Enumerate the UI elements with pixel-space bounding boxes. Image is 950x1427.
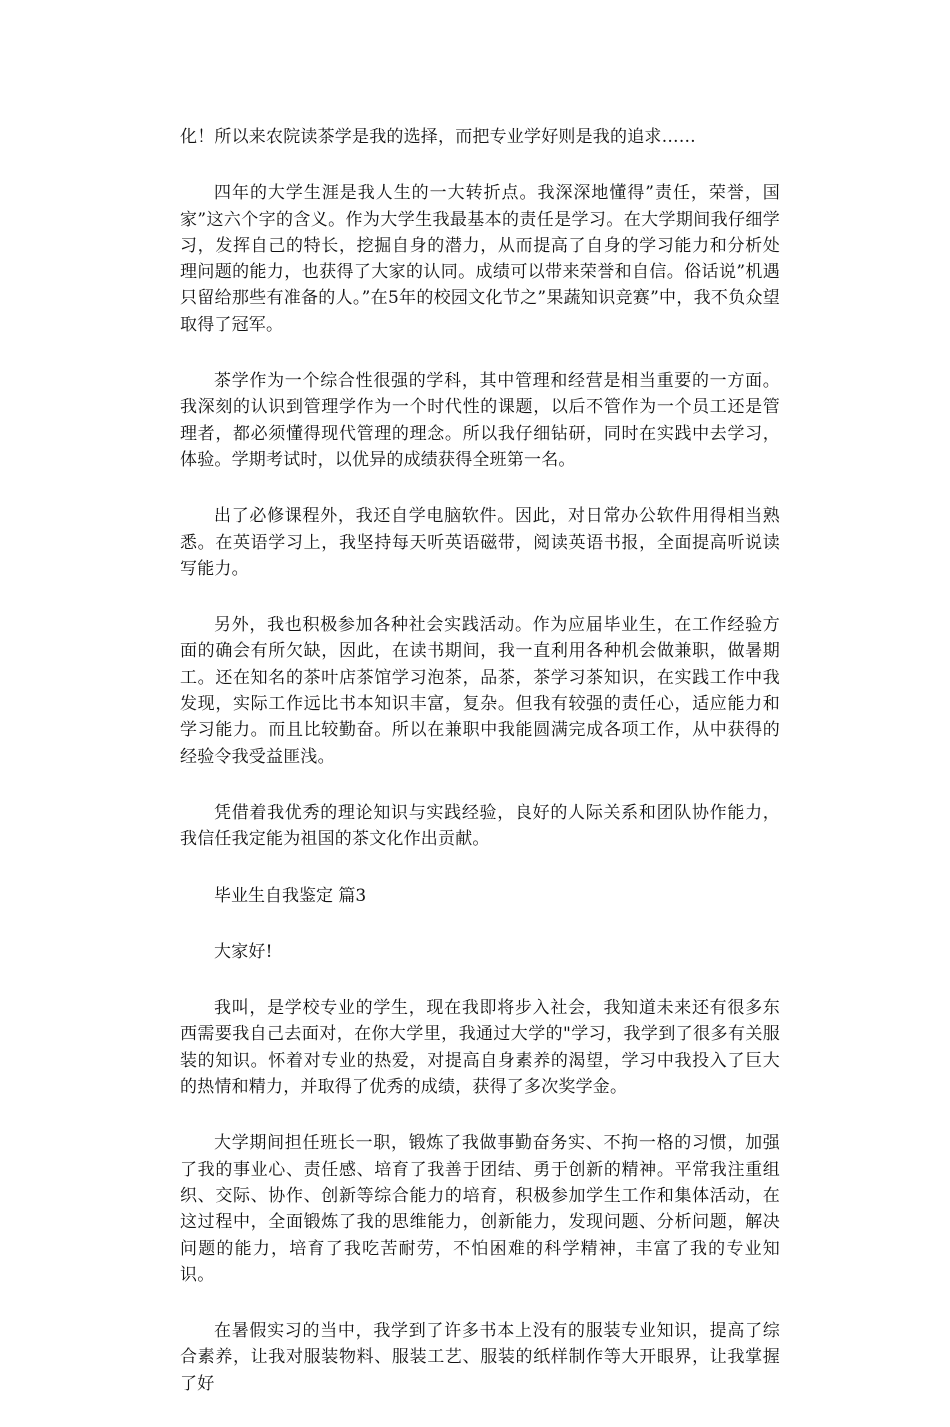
paragraph-self-study: 出了必修课程外，我还自学电脑软件。因此，对日常办公软件用得相当熟悉。在英语学习上，我坚持每天听英语磁带，阅读英语书报，全面提高听说读写能力。	[180, 506, 780, 579]
paragraph-introduction: 我叫，是学校专业的学生，现在我即将步入社会，我知道未来还有很多东西需要我自己去面对，在你大学里，我通过大学的"学习，我学到了很多有关服装的知识。怀着对专业的热爱，对提高自身素养的渴望，学习中我投入了巨大的热情和精力，并取得了优秀的成绩，获得了多次奖学金。	[180, 998, 780, 1098]
paragraph-greeting: 大家好!	[214, 941, 273, 962]
paragraph-class-monitor: 大学期间担任班长一职，锻炼了我做事勤奋务实、不拘一格的习惯，加强了我的事业心、责任感、培育了我善于团结、勇于创新的精神。平常我注重组织、交际、协作、创新等综合能力的培育，积极参加学生工作和集体活动，在这过程中，全面锻炼了我的思维能力，创新能力，发现问题、分析问题，解决问题的能力，培育了我吃苦耐劳，不怕困难的科学精神，丰富了我的专业知识。	[180, 1133, 780, 1285]
section-heading: 毕业生自我鉴定 篇3	[214, 885, 367, 906]
paragraph-summer-internship: 在暑假实习的当中，我学到了许多书本上没有的服装专业知识，提高了综合素养，让我对服装物料、服装工艺、服装的纸样制作等大开眼界，让我掌握了好	[180, 1321, 780, 1394]
paragraph-social-practice: 另外，我也积极参加各种社会实践活动。作为应届毕业生，在工作经验方面的确会有所欠缺，因此，在读书期间，我一直利用各种机会做兼职，做暑期工。还在知名的茶叶店茶馆学习泡茶，品茶，茶学习茶知识，在实践工作中我发现，实际工作远比书本知识丰富，复杂。但我有较强的责任心，适应能力和学习能力。而且比较勤奋。所以在兼职中我能圆满完成各项工作，从中获得的经验令我受益匪浅。	[180, 615, 780, 767]
document-page	[180, 124, 780, 1427]
paragraph-conclusion: 凭借着我优秀的理论知识与实践经验，良好的人际关系和团队协作能力，我信任我定能为祖国的茶文化作出贡献。	[180, 802, 780, 850]
paragraph-tea-management: 茶学作为一个综合性很强的学科，其中管理和经营是相当重要的一方面。我深刻的认识到管理学作为一个时代性的课题，以后不管作为一个员工还是管理者，都必须懂得现代管理的理念。所以我仔细钻研，同时在实践中去学习，体验。学期考试时，以优异的成绩获得全班第一名。	[180, 371, 780, 470]
paragraph-university-life: 四年的大学生涯是我人生的一大转折点。我深深地懂得”责任，荣誉，国家”这六个字的含义。作为大学生我最基本的责任是学习。在大学期间我仔细学习，发挥自己的特长，挖掘自身的潜力，从而提高了自身的学习能力和分析处理问题的能力，也获得了大家的认同。成绩可以带来荣誉和自信。俗话说”机遇只留给那些有准备的人。”在5年的校园文化节之”果蔬知识竞赛”中，我不负众望取得了冠军。	[180, 183, 780, 335]
paragraph-continuation: 化！所以来农院读茶学是我的选择，而把专业学好则是我的追求……	[180, 127, 696, 147]
